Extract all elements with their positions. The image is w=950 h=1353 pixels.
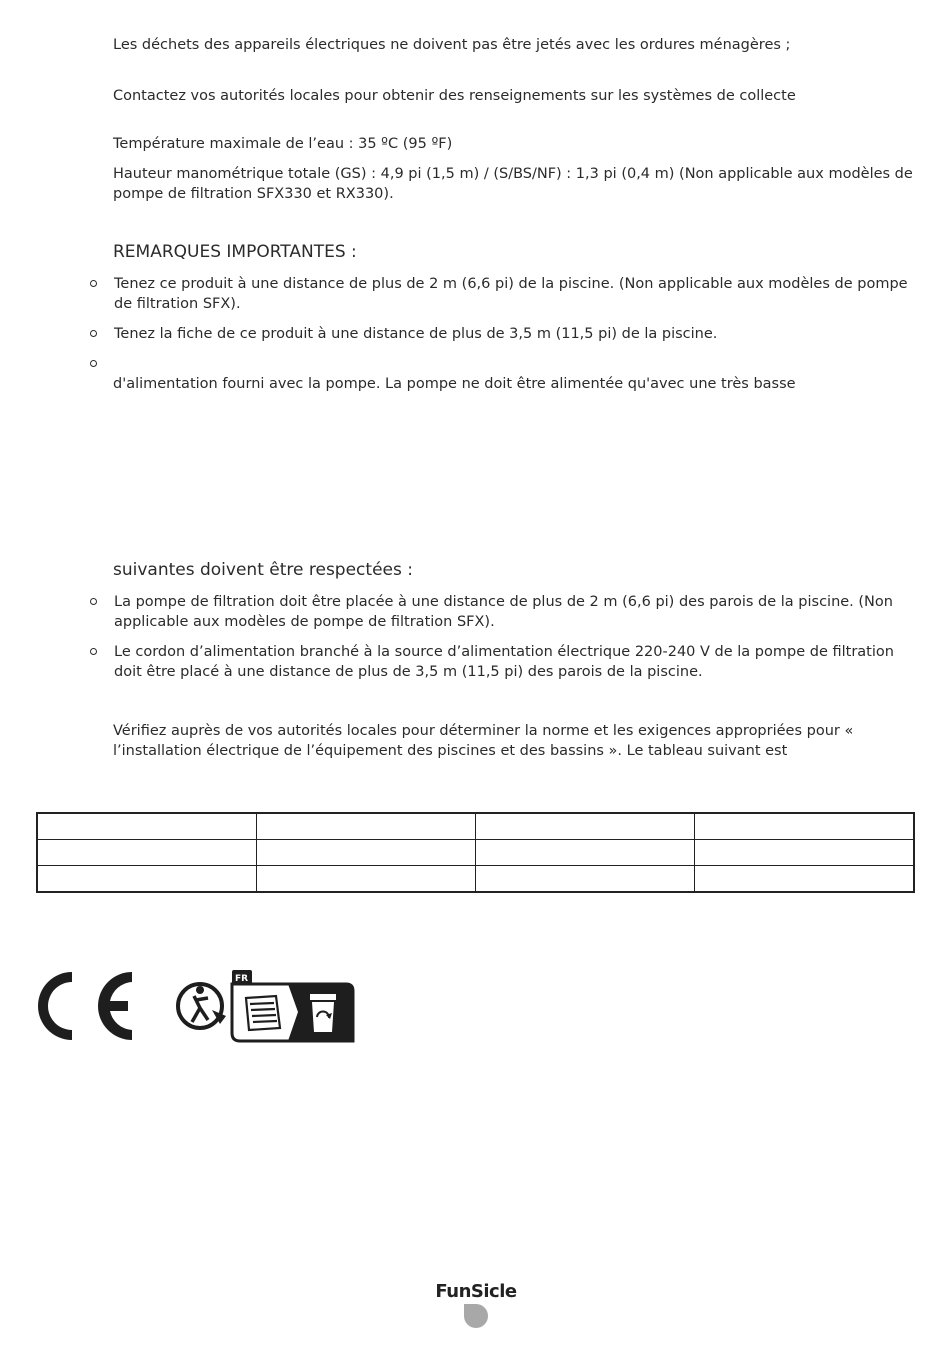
power-supply-text: d'alimentation fourni avec la pompe. La pompe ne doit être alimentée qu'avec une très basse: [113, 376, 796, 392]
bullet-icon: [90, 648, 97, 655]
brand-logo: [430, 1282, 522, 1332]
conditions-item-text: Le cordon d’alimentation branché à la source d’alimentation électrique 220-240 V de la pompe de filtration doit être placé à une distance de plus de 3,5 m (11,5 pi) des parois de la piscine.: [114, 644, 894, 680]
table-cell: [256, 866, 475, 893]
remarques-item-text: Tenez la fiche de ce produit à une distance de plus de 3,5 m (11,5 pi) de la piscine.: [114, 326, 718, 342]
table-row: [37, 840, 914, 866]
disposal-notice: Les déchets des appareils électriques ne doivent pas être jetés avec les ordures ménagères ;: [113, 37, 791, 53]
conditions-heading: suivantes doivent être respectées :: [113, 560, 413, 580]
table-cell: [37, 840, 256, 866]
bullet-icon: [90, 280, 97, 287]
collection-notice: Contactez vos autorités locales pour obtenir des renseignements sur les systèmes de collecte: [113, 88, 796, 104]
table-cell: [256, 840, 475, 866]
remarques-heading: REMARQUES IMPORTANTES :: [113, 242, 357, 262]
table-cell: [256, 813, 475, 840]
table-cell: [476, 866, 695, 893]
bullet-icon: [90, 330, 97, 337]
max-water-temperature: Température maximale de l’eau : 35 ºC (95 ºF): [113, 136, 453, 152]
recycling-badge: [232, 970, 353, 1041]
certification-logos: [36, 968, 356, 1050]
table-cell: [476, 813, 695, 840]
table-cell: [476, 840, 695, 866]
table-cell: [695, 866, 914, 893]
table-row: [37, 866, 914, 893]
ce-mark-icon: [36, 968, 356, 1044]
droplet-icon: [461, 1302, 491, 1332]
svg-text:FR: FR: [235, 974, 249, 984]
bullet-icon: [90, 598, 97, 605]
table-cell: [37, 866, 256, 893]
recycling-bin-icon: [310, 994, 336, 1032]
brand-name: FunSicle: [435, 1281, 517, 1302]
conditions-item-text: La pompe de filtration doit être placée à une distance de plus de 2 m (6,6 pi) des parois de la piscine. (Non applicable aux modèles de pompe de filtration SFX).: [114, 594, 893, 630]
table-cell: [37, 813, 256, 840]
table-row: [37, 813, 914, 840]
table-cell: [695, 813, 914, 840]
verification-text: Vérifiez auprès de vos autorités locales pour déterminer la norme et les exigences appropriées pour « l’installation électrique de l’équipement des piscines et des bassins ». Le tableau suivant est: [113, 723, 854, 759]
bullet-icon: [90, 360, 97, 367]
triman-icon: [178, 984, 226, 1028]
spec-table: [36, 812, 915, 893]
remarques-item-text: Tenez ce produit à une distance de plus de 2 m (6,6 pi) de la piscine. (Non applicable aux modèles de pompe de filtration SFX).: [114, 276, 908, 312]
total-head-spec: Hauteur manométrique totale (GS) : 4,9 pi (1,5 m) / (S/BS/NF) : 1,3 pi (0,4 m) (Non applicable aux modèles de pompe de filtration SFX330 et RX330).: [113, 166, 913, 202]
table-cell: [695, 840, 914, 866]
